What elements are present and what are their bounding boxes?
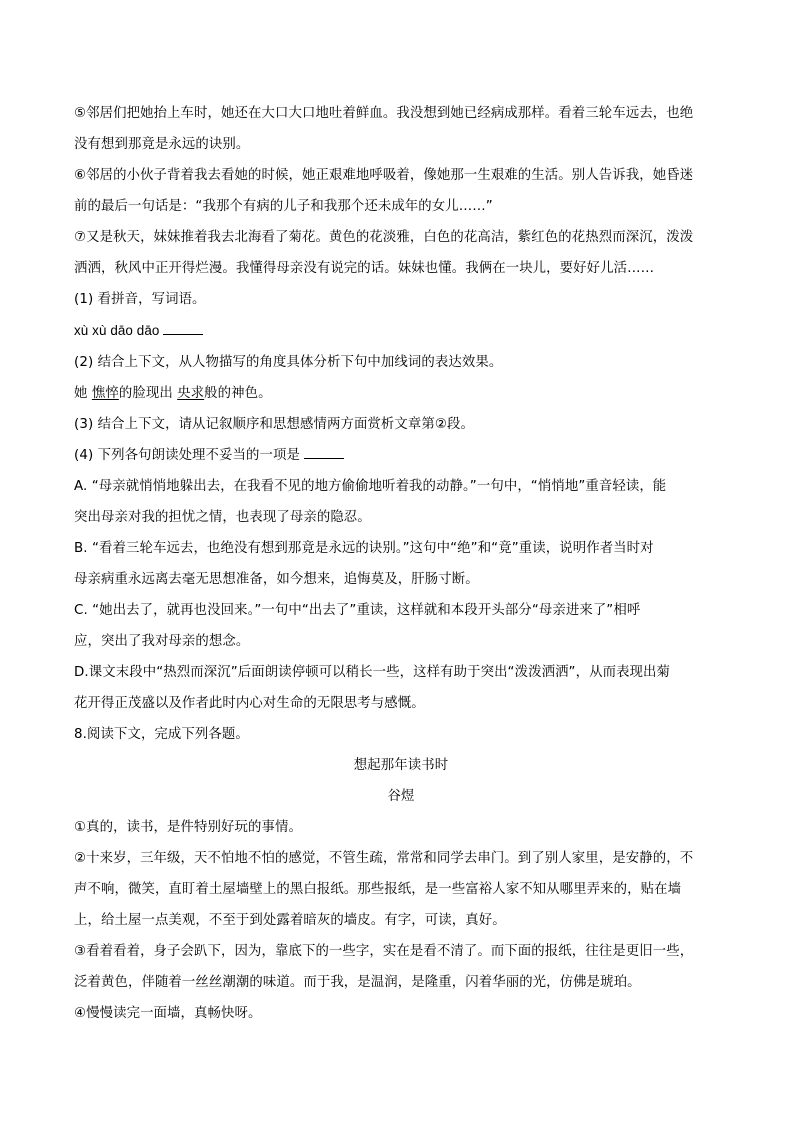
text-line: ⑤邻居们把她抬上车时，她还在大口大口地吐着鲜血。我没想到她已经病成那样。看着三轮车远去，也绝 (74, 106, 694, 121)
sentence-middle: 的脸现出 (118, 386, 178, 401)
option-line: A. “母亲就悄悄地躲出去，在我看不见的地方偷偷地听着我的动静。”一句中，“悄悄地”重音轻读，能 (74, 479, 667, 494)
article-title: 想起那年读书时 (353, 758, 449, 773)
question-4-text: (4) 下列各句朗读处理不妥当的一项是 (74, 448, 300, 463)
text-line: 洒洒，秋风中正开得烂漫。我懂得母亲没有说完的话。妹妹也懂。我俩在一块儿，要好好儿活…… (74, 261, 655, 276)
article-line: ③看着看着，身子会趴下，因为，靠底下的一些字，实在是看不清了。而下面的报纸，往往是更旧一些， (74, 944, 694, 959)
option-line: 花开得正茂盛以及作者此时内心对生命的无限思考与感慨。 (74, 696, 425, 711)
article-line: 上，给土屋一点美观，不至于到处露着暗灰的墙皮。有字，可读，真好。 (74, 913, 506, 928)
question-4 (74, 440, 728, 471)
option-line: B. “看着三轮车远去，也绝没有想到那竟是永远的诀别。”这句中“绝”和“竟”重读，说明作者当时对 (74, 541, 654, 556)
article-line: 泛着黄色，伴随着一丝丝潮潮的味道。而于我，是温润，是隆重，闪着华丽的光，仿佛是琥珀。 (74, 975, 641, 990)
article-line: ②十来岁，三年级，天不怕地不怕的感觉，不管生疏，常常和同学去串门。到了别人家里，是安静的，不 (74, 851, 694, 866)
underlined-sentence (74, 378, 728, 409)
question-3: (3) 结合上下文，请从记叙顺序和思想感情两方面赏析文章第②段。 (74, 417, 474, 432)
option-line: 母亲病重永远离去毫无思想准备，如今想来，追悔莫及，肝肠寸断。 (74, 572, 479, 587)
article-line: ④慢慢读完一面墙，真畅快呀。 (74, 1006, 262, 1021)
option-line: 应，突出了我对母亲的想念。 (74, 634, 250, 649)
question-8: 8.阅读下文，完成下列各题。 (74, 727, 249, 742)
article-author: 谷煜 (387, 789, 415, 804)
answer-blank[interactable] (304, 444, 344, 459)
text-line: ⑦又是秋天，妹妹推着我去北海看了菊花。黄色的花淡雅，白色的花高洁，紫红色的花热烈而深沉，泼泼 (74, 230, 694, 245)
text-line: ⑥邻居的小伙子背着我去看她的时候，她正艰难地呼吸着，像她那一生艰难的生活。别人告诉我，她昏迷 (74, 168, 694, 183)
text-line: 前的最后一句话是：“我那个有病的儿子和我那个还未成年的女儿……” (74, 199, 493, 214)
underlined-word-2: 央求 (177, 386, 205, 401)
text-line: 没有想到那竟是永远的诀别。 (74, 137, 250, 152)
answer-blank[interactable] (163, 320, 203, 335)
article-line: 声不响，微笑，直盯着土屋墙壁上的黑白报纸。那些报纸，是一些富裕人家不知从哪里弄来的，贴在墙 (74, 882, 682, 897)
option-line: C. “她出去了，就再也没回来。”一句中“出去了”重读，这样就和本段开头部分“母亲进来了”相呼 (74, 603, 641, 618)
pinyin-line (74, 315, 728, 347)
underlined-word-1: 憔悴 (91, 386, 119, 401)
option-line: 突出母亲对我的担忧之情，也表现了母亲的隐忍。 (74, 510, 371, 525)
pinyin-text: xù xù dāo dāo (74, 323, 160, 338)
option-line: D.课文末段中“热烈而深沉”后面朗读停顿可以稍长一些，这样有助于突出“泼泼洒洒”，从而表现出菊 (74, 665, 671, 680)
sentence-suffix: 般的神色。 (204, 386, 272, 401)
question-2: (2) 结合上下文，从人物描写的角度具体分析下句中加线词的表达效果。 (74, 355, 503, 370)
article-line: ①真的，读书，是件特别好玩的事情。 (74, 820, 302, 835)
question-1: (1) 看拼音，写词语。 (74, 292, 206, 307)
sentence-prefix: 她 (74, 386, 92, 401)
